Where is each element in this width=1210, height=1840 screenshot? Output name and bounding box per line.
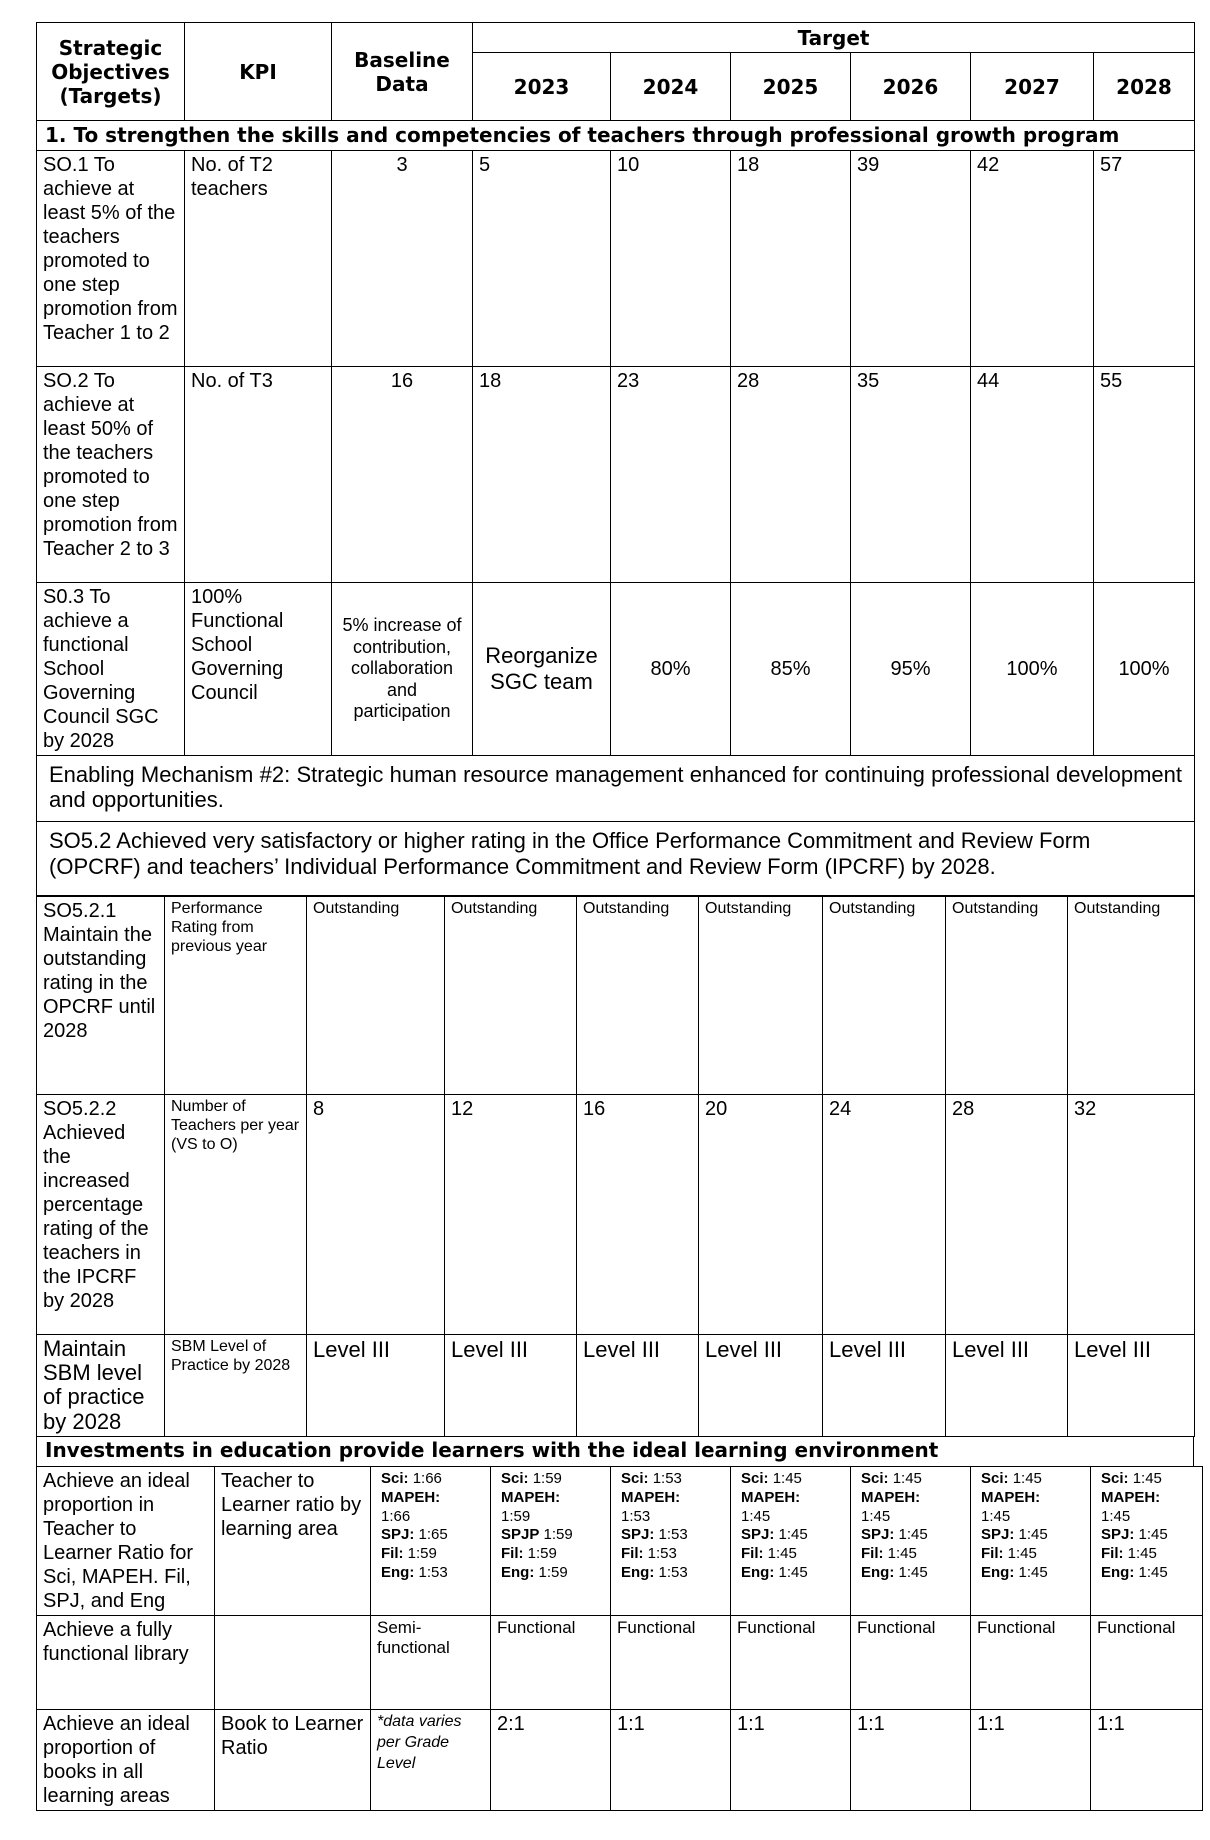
value-cell: Level III xyxy=(699,1335,823,1437)
value-cell: 28 xyxy=(946,1095,1068,1335)
value-cell: Level III xyxy=(307,1335,445,1437)
ratio-cell: Sci: 1:45 MAPEH: 1:45 SPJ: 1:45 Fil: 1:45 Eng: 1:45 xyxy=(971,1467,1091,1616)
value-cell: 1:1 xyxy=(851,1710,971,1811)
value-cell: 1:1 xyxy=(611,1710,731,1811)
header-year: 2027 xyxy=(971,53,1094,121)
value-cell: 12 xyxy=(445,1095,577,1335)
header-year: 2023 xyxy=(473,53,611,121)
kpi-cell: Performance Rating from previous year xyxy=(165,897,307,1095)
value-cell: Outstanding xyxy=(699,897,823,1095)
so52-statement: SO5.2 Achieved very satisfactory or higher rating in the Office Performance Commitment and Review Form (OPCRF) and teachers’ Individual Performance Commitment and Review Form (IPCRF) by 2028. xyxy=(37,822,1195,896)
value-cell: 2:1 xyxy=(491,1710,611,1811)
objective-cell: SO.1 To achieve at least 5% of the teachers promoted to one step promotion from Teacher 1 to 2 xyxy=(37,151,185,367)
value-cell: Level III xyxy=(577,1335,699,1437)
value-cell: 20 xyxy=(699,1095,823,1335)
value-cell: Functional xyxy=(611,1616,731,1710)
kpi-cell: Number of Teachers per year (VS to O) xyxy=(165,1095,307,1335)
kpi-cell: No. of T2 teachers xyxy=(185,151,332,367)
target-cell: Reorganize SGC team xyxy=(473,583,611,756)
ratio-cell: Sci: 1:53 MAPEH: 1:53 SPJ: 1:53 Fil: 1:53 Eng: 1:53 xyxy=(611,1467,731,1616)
value-cell: Functional xyxy=(971,1616,1091,1710)
baseline-cell: 16 xyxy=(332,367,473,583)
kpi-cell: Book to Learner Ratio xyxy=(215,1710,371,1811)
value-cell: Outstanding xyxy=(823,897,946,1095)
value-cell: 1:1 xyxy=(971,1710,1091,1811)
target-cell: 55 xyxy=(1094,367,1195,583)
target-cell: 100% xyxy=(971,583,1094,756)
so52-table xyxy=(36,896,1195,1437)
kpi-cell: 100% Functional School Governing Council xyxy=(185,583,332,756)
value-cell: Functional xyxy=(731,1616,851,1710)
target-cell: 42 xyxy=(971,151,1094,367)
objective-cell: Achieve an ideal proportion in Teacher to Learner Ratio for Sci, MAPEH. Fil, SPJ, and Eng xyxy=(37,1467,215,1616)
target-cell: 28 xyxy=(731,367,851,583)
section1-title: 1. To strengthen the skills and competencies of teachers through professional growth program xyxy=(37,121,1195,151)
target-cell: 5 xyxy=(473,151,611,367)
header-year: 2024 xyxy=(611,53,731,121)
target-cell: 18 xyxy=(731,151,851,367)
value-cell: *data varies per Grade Level xyxy=(371,1710,491,1811)
ratio-cell: Sci: 1:45 MAPEH: 1:45 SPJ: 1:45 Fil: 1:45 Eng: 1:45 xyxy=(851,1467,971,1616)
objective-cell: Achieve a fully functional library xyxy=(37,1616,215,1710)
ratio-cell: Sci: 1:59 MAPEH: 1:59 SPJP 1:59 Fil: 1:59 Eng: 1:59 xyxy=(491,1467,611,1616)
header-year: 2025 xyxy=(731,53,851,121)
learning-environment-table xyxy=(36,1466,1203,1811)
target-cell: 44 xyxy=(971,367,1094,583)
objective-cell: S0.3 To achieve a functional School Governing Council SGC by 2028 xyxy=(37,583,185,756)
value-cell: Outstanding xyxy=(577,897,699,1095)
header-target: Target xyxy=(473,23,1195,53)
value-cell: Outstanding xyxy=(445,897,577,1095)
enabling-mechanism: Enabling Mechanism #2: Strategic human resource management enhanced for continuing professional development and opportunities. xyxy=(37,756,1195,822)
value-cell: 24 xyxy=(823,1095,946,1335)
value-cell: Functional xyxy=(1091,1616,1203,1710)
value-cell: Functional xyxy=(851,1616,971,1710)
value-cell: 1:1 xyxy=(731,1710,851,1811)
value-cell: 8 xyxy=(307,1095,445,1335)
value-cell: 16 xyxy=(577,1095,699,1335)
baseline-cell: 3 xyxy=(332,151,473,367)
target-cell: 100% xyxy=(1094,583,1195,756)
value-cell: Outstanding xyxy=(946,897,1068,1095)
baseline-cell: 5% increase of contribution, collaboration and participation xyxy=(332,583,473,756)
target-cell: 23 xyxy=(611,367,731,583)
value-cell: Functional xyxy=(491,1616,611,1710)
ratio-cell: Sci: 1:45 MAPEH: 1:45 SPJ: 1:45 Fil: 1:45 Eng: 1:45 xyxy=(731,1467,851,1616)
header-year: 2028 xyxy=(1094,53,1195,121)
header-year: 2026 xyxy=(851,53,971,121)
strategic-objectives-table xyxy=(36,22,1195,896)
target-cell: 95% xyxy=(851,583,971,756)
objective-cell: Achieve an ideal proportion of books in all learning areas xyxy=(37,1710,215,1811)
header-kpi: KPI xyxy=(185,23,332,121)
value-cell: 32 xyxy=(1068,1095,1195,1335)
value-cell: Outstanding xyxy=(1068,897,1195,1095)
value-cell: Outstanding xyxy=(307,897,445,1095)
target-cell: 85% xyxy=(731,583,851,756)
value-cell: Level III xyxy=(823,1335,946,1437)
value-cell: Level III xyxy=(1068,1335,1195,1437)
header-baseline: Baseline Data xyxy=(332,23,473,121)
value-cell: Level III xyxy=(445,1335,577,1437)
value-cell: Level III xyxy=(946,1335,1068,1437)
ratio-cell: Sci: 1:45 MAPEH: 1:45 SPJ: 1:45 Fil: 1:45 Eng: 1:45 xyxy=(1091,1467,1203,1616)
objective-cell: SO.2 To achieve at least 50% of the teachers promoted to one step promotion from Teacher 2 to 3 xyxy=(37,367,185,583)
target-cell: 35 xyxy=(851,367,971,583)
target-cell: 18 xyxy=(473,367,611,583)
section3-title: Investments in education provide learners with the ideal learning environment xyxy=(36,1436,1194,1466)
objective-cell: SO5.2.2 Achieved the increased percentage rating of the teachers in the IPCRF by 2028 xyxy=(37,1095,165,1335)
objective-cell: SO5.2.1 Maintain the outstanding rating in the OPCRF until 2028 xyxy=(37,897,165,1095)
kpi-cell: No. of T3 xyxy=(185,367,332,583)
kpi-cell: SBM Level of Practice by 2028 xyxy=(165,1335,307,1437)
target-cell: 10 xyxy=(611,151,731,367)
objective-cell: Maintain SBM level of practice by 2028 xyxy=(37,1335,165,1437)
kpi-cell xyxy=(215,1616,371,1710)
value-cell: Semi-functional xyxy=(371,1616,491,1710)
ratio-cell: Sci: 1:66 MAPEH: 1:66 SPJ: 1:65 Fil: 1:59 Eng: 1:53 xyxy=(371,1467,491,1616)
target-cell: 80% xyxy=(611,583,731,756)
header-strategic-objectives: Strategic Objectives (Targets) xyxy=(37,23,185,121)
target-cell: 39 xyxy=(851,151,971,367)
kpi-cell: Teacher to Learner ratio by learning area xyxy=(215,1467,371,1616)
target-cell: 57 xyxy=(1094,151,1195,367)
value-cell: 1:1 xyxy=(1091,1710,1203,1811)
